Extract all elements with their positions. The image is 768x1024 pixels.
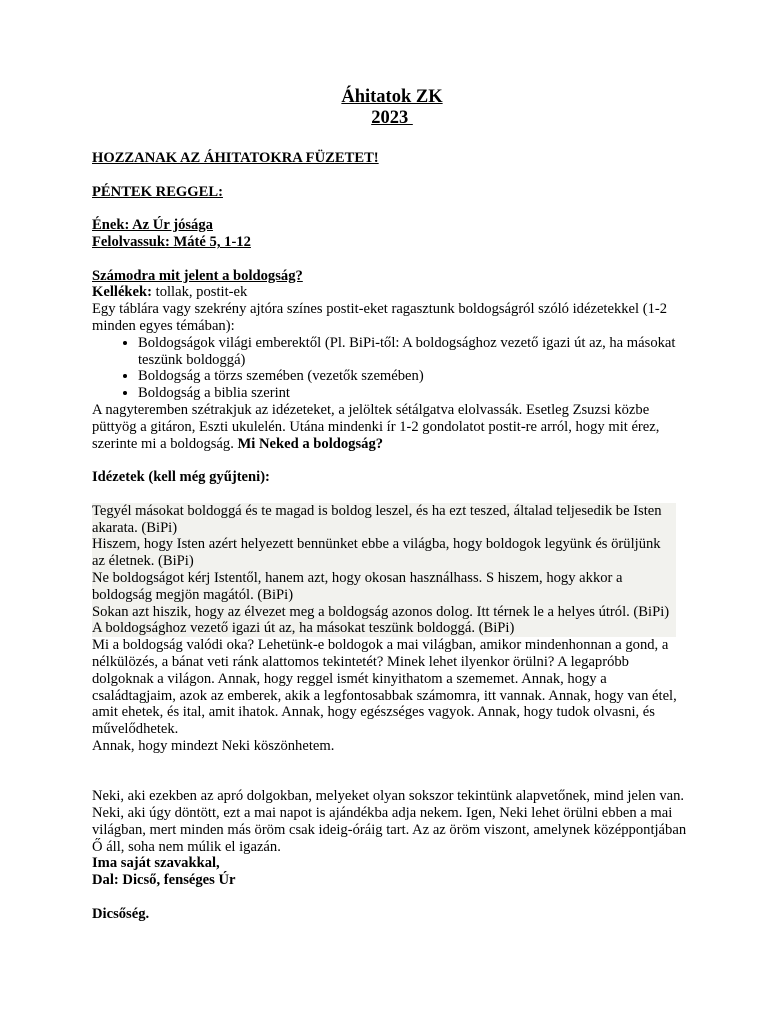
props-value: tollak, postit-ek <box>152 284 248 301</box>
spacer <box>92 251 692 268</box>
title-line-2: 2023 <box>371 108 413 128</box>
props-label: Kellékek: <box>92 284 152 301</box>
reflection-line: Annak, hogy mindezt Neki köszönhetem. <box>92 737 335 754</box>
prayer-line: Ima saját szavakkal, <box>92 855 220 872</box>
bullet-list <box>92 335 692 402</box>
notice-heading: HOZZANAK AZ ÁHITATOKRA FÜZETET! <box>92 150 379 166</box>
quote-item: A boldogsághoz vezető igazi út az, ha másokat teszünk boldoggá. (BiPi) <box>92 620 515 637</box>
activity-text: A nagyteremben szétrakjuk az idézeteket, a jelöltek sétálgatva elolvassák. Esetleg Zsuzsi közbe püttyög a gitáron, Eszti ukulelén. Utána mindenki ír 1-2 gondolatot postit-re arról, hogy mit érez, szerinte mi a boldogság. <box>92 401 660 452</box>
topic-heading: Számodra mit jelent a boldogság? <box>92 267 303 284</box>
activity-paragraph <box>92 402 692 452</box>
quote-item: Tegyél másokat boldoggá és te magad is boldog leszel, és ha ezt teszed, általad teljesedik be Isten akarata. (BiPi) <box>92 502 662 536</box>
closing-line: Dicsőség. <box>92 905 150 922</box>
reading-heading: Felolvassuk: Máté 5, 1-12 <box>92 233 251 250</box>
title-line-1: Áhitatok ZK <box>341 87 443 107</box>
props-line <box>92 284 692 301</box>
section-heading: PÉNTEK REGGEL: <box>92 183 223 200</box>
list-item: • Boldogságok világi emberektől (Pl. BiPi-től: A boldogsághoz vezető igazi út az, ha másokat teszünk boldoggá) <box>138 335 692 369</box>
spacer <box>92 452 692 469</box>
spacer <box>92 167 692 184</box>
quote-item: Hiszem, hogy Isten azért helyezett bennünket ebbe a világba, hogy boldogok legyünk és örüljünk az életnek. (BiPi) <box>92 536 661 570</box>
spacer <box>92 200 692 217</box>
reflection-paragraph-2: Neki, aki ezekben az apró dolgokban, melyeket olyan sokszor tekintünk alapvetőnek, mind jelen van. Neki, aki úgy döntött, ezt a mai napot is ajándékba adja nekem. Igen, Neki lehet örülni ebben a mai világban, mert minden más öröm csak ideig-óráig tart. Az az öröm viszont, amelynek középpontjában Ő áll, soha nem múlik el igazán. <box>92 788 687 855</box>
spacer <box>92 889 692 906</box>
spacer <box>92 129 692 150</box>
quote-item: Sokan azt hiszik, hogy az élvezet meg a boldogság azonos dolog. Itt térnek le a helyes útról. (BiPi) <box>92 603 670 620</box>
spacer <box>92 486 692 503</box>
reflection-paragraph: Mi a boldogság valódi oka? Lehetünk-e boldogok a mai világban, amikor mindenhonnan a gond, a nélkülözés, a bánat veti ránk alattomos tekintetét? Minek lehet ilyenkor örülni? A legapróbb dolgoknak a világon. Annak, hogy reggel ismét kinyithatom a szememet. Annak, hogy a családtagjaim, azok az emberek, akik a legfontosabbak számomra, itt vannak. Annak, hogy van étel, amit ehetek, és ital, amit ihatok. Annak, hogy egészséges vagyok. Annak, hogy tudok olvasni, és művelődhetek. <box>92 637 677 738</box>
intro-paragraph: Egy táblára vagy szekrény ajtóra színes postit-eket ragasztunk boldogságról szóló idézetekkel (1-2 minden egyes témában): <box>92 301 668 334</box>
document-content <box>92 87 692 923</box>
list-item: • Boldogság a törzs szemében (vezetők szemében) <box>138 368 692 385</box>
list-item: • Boldogság a biblia szerint <box>138 385 692 402</box>
activity-question: Mi Neked a boldogság? <box>237 435 384 452</box>
quote-item: Ne boldogságot kérj Istentől, hanem azt, hogy okosan használhass. S hiszem, hogy akkor a boldogság megjön magától. (BiPi) <box>92 569 623 603</box>
song-line: Dal: Dicső, fenséges Úr <box>92 872 236 889</box>
song-heading: Ének: Az Úr jósága <box>92 217 213 234</box>
spacer <box>92 755 692 789</box>
quotes-heading: Idézetek (kell még gyűjteni): <box>92 469 270 486</box>
quotes-block <box>92 503 676 637</box>
document-title <box>92 87 692 129</box>
